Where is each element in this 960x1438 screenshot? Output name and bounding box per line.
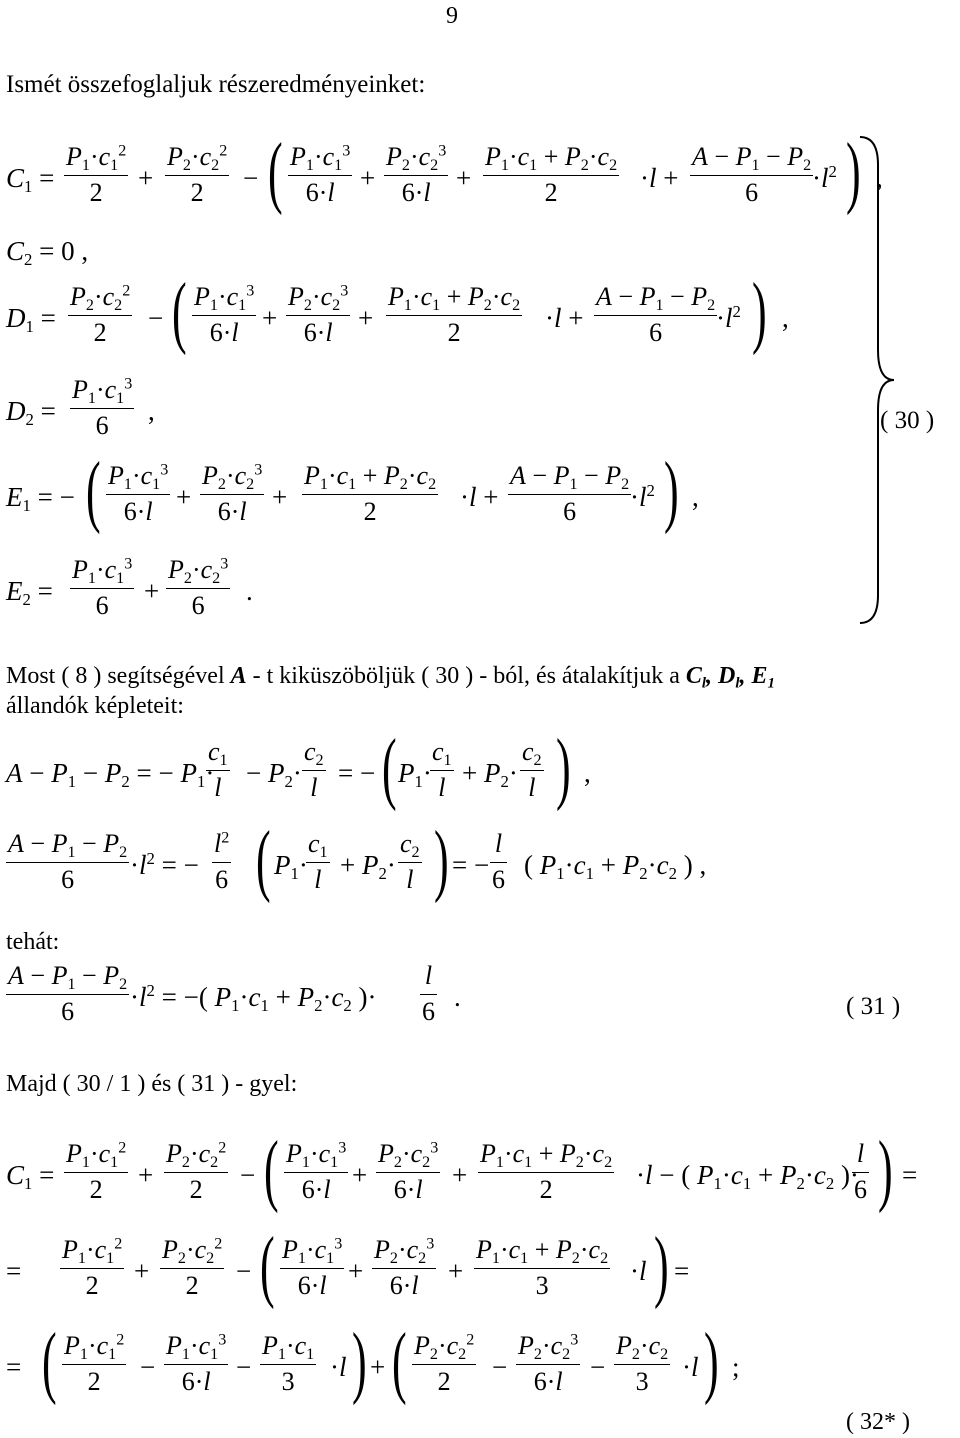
para-A: A (230, 663, 247, 689)
tehat-label: tehát: (6, 929, 60, 955)
eq-label-31: ( 31 ) (846, 993, 901, 1020)
para-sub-1-e: 1 (767, 675, 775, 692)
para-sub-l-d: l (735, 675, 740, 692)
eq-label-32: ( 32* ) (846, 1409, 910, 1435)
eq-label-30: ( 30 ) (880, 407, 935, 434)
page-number: 9 (446, 3, 458, 29)
para-D: D (718, 663, 736, 689)
para-text-2: - t kiküszöböljük ( 30 ) - ból, és átalakítjuk a (246, 663, 686, 689)
para-text-1: Most ( 8 ) segítségével (6, 663, 231, 689)
para-sub-l-c: l (701, 675, 707, 692)
intro-text: Ismét összefoglaljuk részeredményeinket: (6, 71, 426, 98)
para-E: E (751, 663, 768, 689)
right-brace (858, 135, 898, 625)
eq-c2: $C_2 = 0$ , (6, 236, 89, 270)
majd-text: Majd ( 30 / 1 ) és ( 31 ) - gyel: (6, 1071, 298, 1097)
paragraph-most: Most ( 8 ) segítségével A - t kiküszöböljük ( 30 ) - ból, és átalakítjuk a $C_l$, $D_l$, $E_1$ (6, 663, 775, 692)
paragraph-line2: állandók képleteit: (6, 693, 184, 719)
para-C: C (685, 663, 702, 689)
